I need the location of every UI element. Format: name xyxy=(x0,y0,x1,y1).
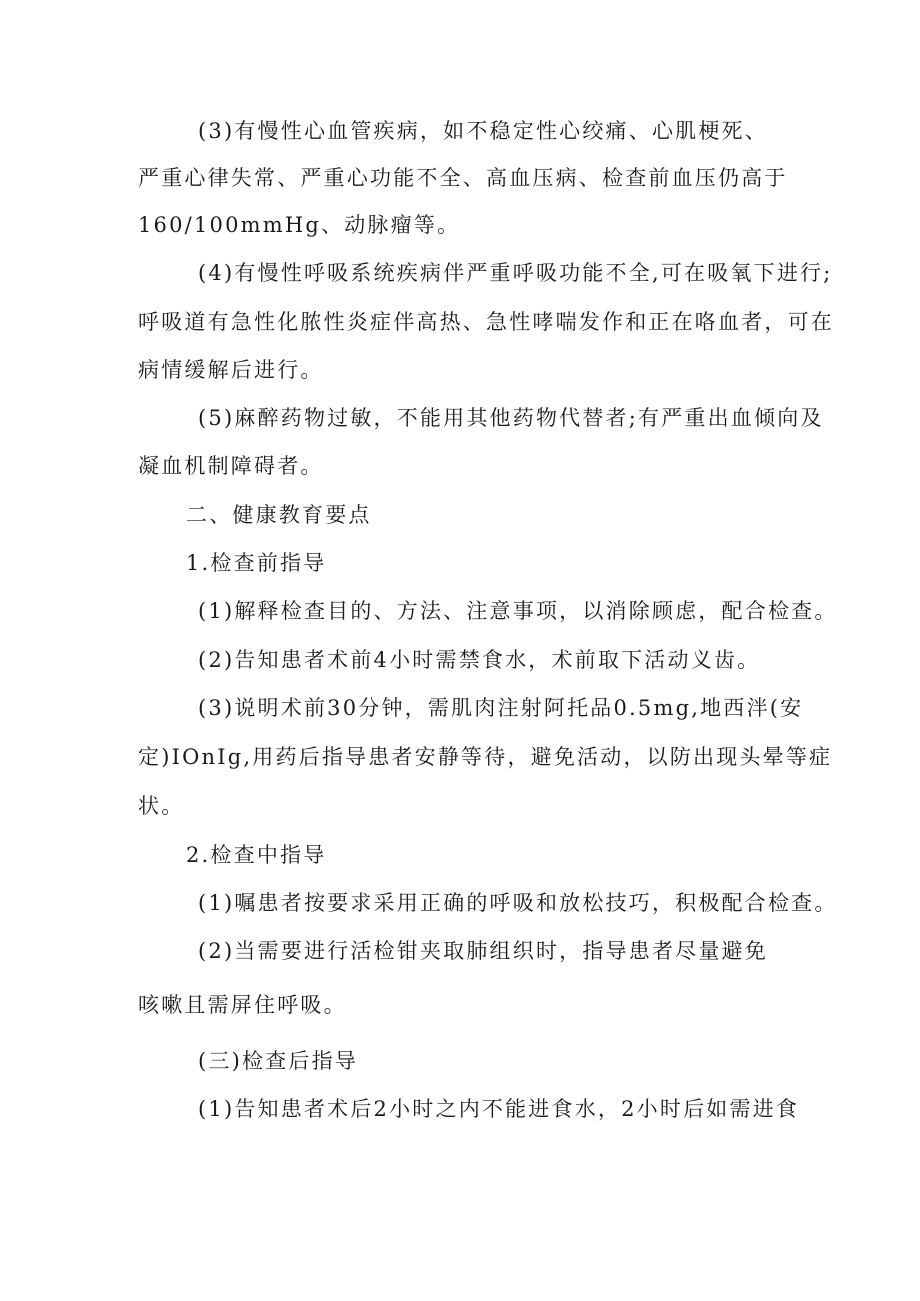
pre-exam-item-2: (2)告知患者术前4小时需禁食水，术前取下活动义齿。 xyxy=(198,648,761,672)
during-exam-item-2-line-2: 咳嗽且需屏住呼吸。 xyxy=(138,993,347,1017)
pre-exam-item-3-line-2: 定)IOnIg,用药后指导患者安静等待，避免活动，以防出现头晕等症 xyxy=(138,745,833,769)
subsection-heading-during-exam: 2.检查中指导 xyxy=(186,843,327,867)
during-exam-item-2-line-1: (2)当需要进行活检钳夹取肺组织时，指导患者尽量避免 xyxy=(198,939,768,963)
pre-exam-item-3-line-1: (3)说明术前30分钟，需肌肉注射阿托品0.5mg,地西泮(安 xyxy=(198,696,804,720)
post-exam-item-1: (1)告知患者术后2小时之内不能进食水，2小时后如需进食 xyxy=(198,1097,800,1121)
section-heading-health-education: 二、健康教育要点 xyxy=(186,503,372,527)
during-exam-item-1: (1)嘱患者按要求采用正确的呼吸和放松技巧，积极配合检查。 xyxy=(198,891,838,915)
paragraph-contraindication-5-line-1: (5)麻醉药物过敏，不能用其他药物代替者;有严重出血倾向及 xyxy=(198,406,824,430)
subsection-heading-pre-exam: 1.检查前指导 xyxy=(186,551,327,575)
pre-exam-item-1: (1)解释检查目的、方法、注意事项，以消除顾虑，配合检查。 xyxy=(198,599,838,623)
pre-exam-item-3-line-3: 状。 xyxy=(138,794,185,818)
subsection-heading-post-exam: (三)检查后指导 xyxy=(198,1049,358,1073)
paragraph-contraindication-3-line-3: 160/100mmHg、动脉瘤等。 xyxy=(138,213,461,237)
paragraph-contraindication-5-line-2: 凝血机制障碍者。 xyxy=(138,454,324,478)
paragraph-contraindication-4-line-2: 呼吸道有急性化脓性炎症伴高热、急性哮喘发作和正在咯血者，可在 xyxy=(138,310,834,334)
paragraph-contraindication-3-line-2: 严重心律失常、严重心功能不全、高血压病、检查前血压仍高于 xyxy=(138,166,788,190)
paragraph-contraindication-3-line-1: (3)有慢性心血管疾病，如不稳定性心绞痛、心肌梗死、 xyxy=(198,119,768,143)
paragraph-contraindication-4-line-3: 病情缓解后进行。 xyxy=(138,358,324,382)
paragraph-contraindication-4-line-1: (4)有慢性呼吸系统疾病伴严重呼吸功能不全,可在吸氧下进行; xyxy=(198,261,833,285)
